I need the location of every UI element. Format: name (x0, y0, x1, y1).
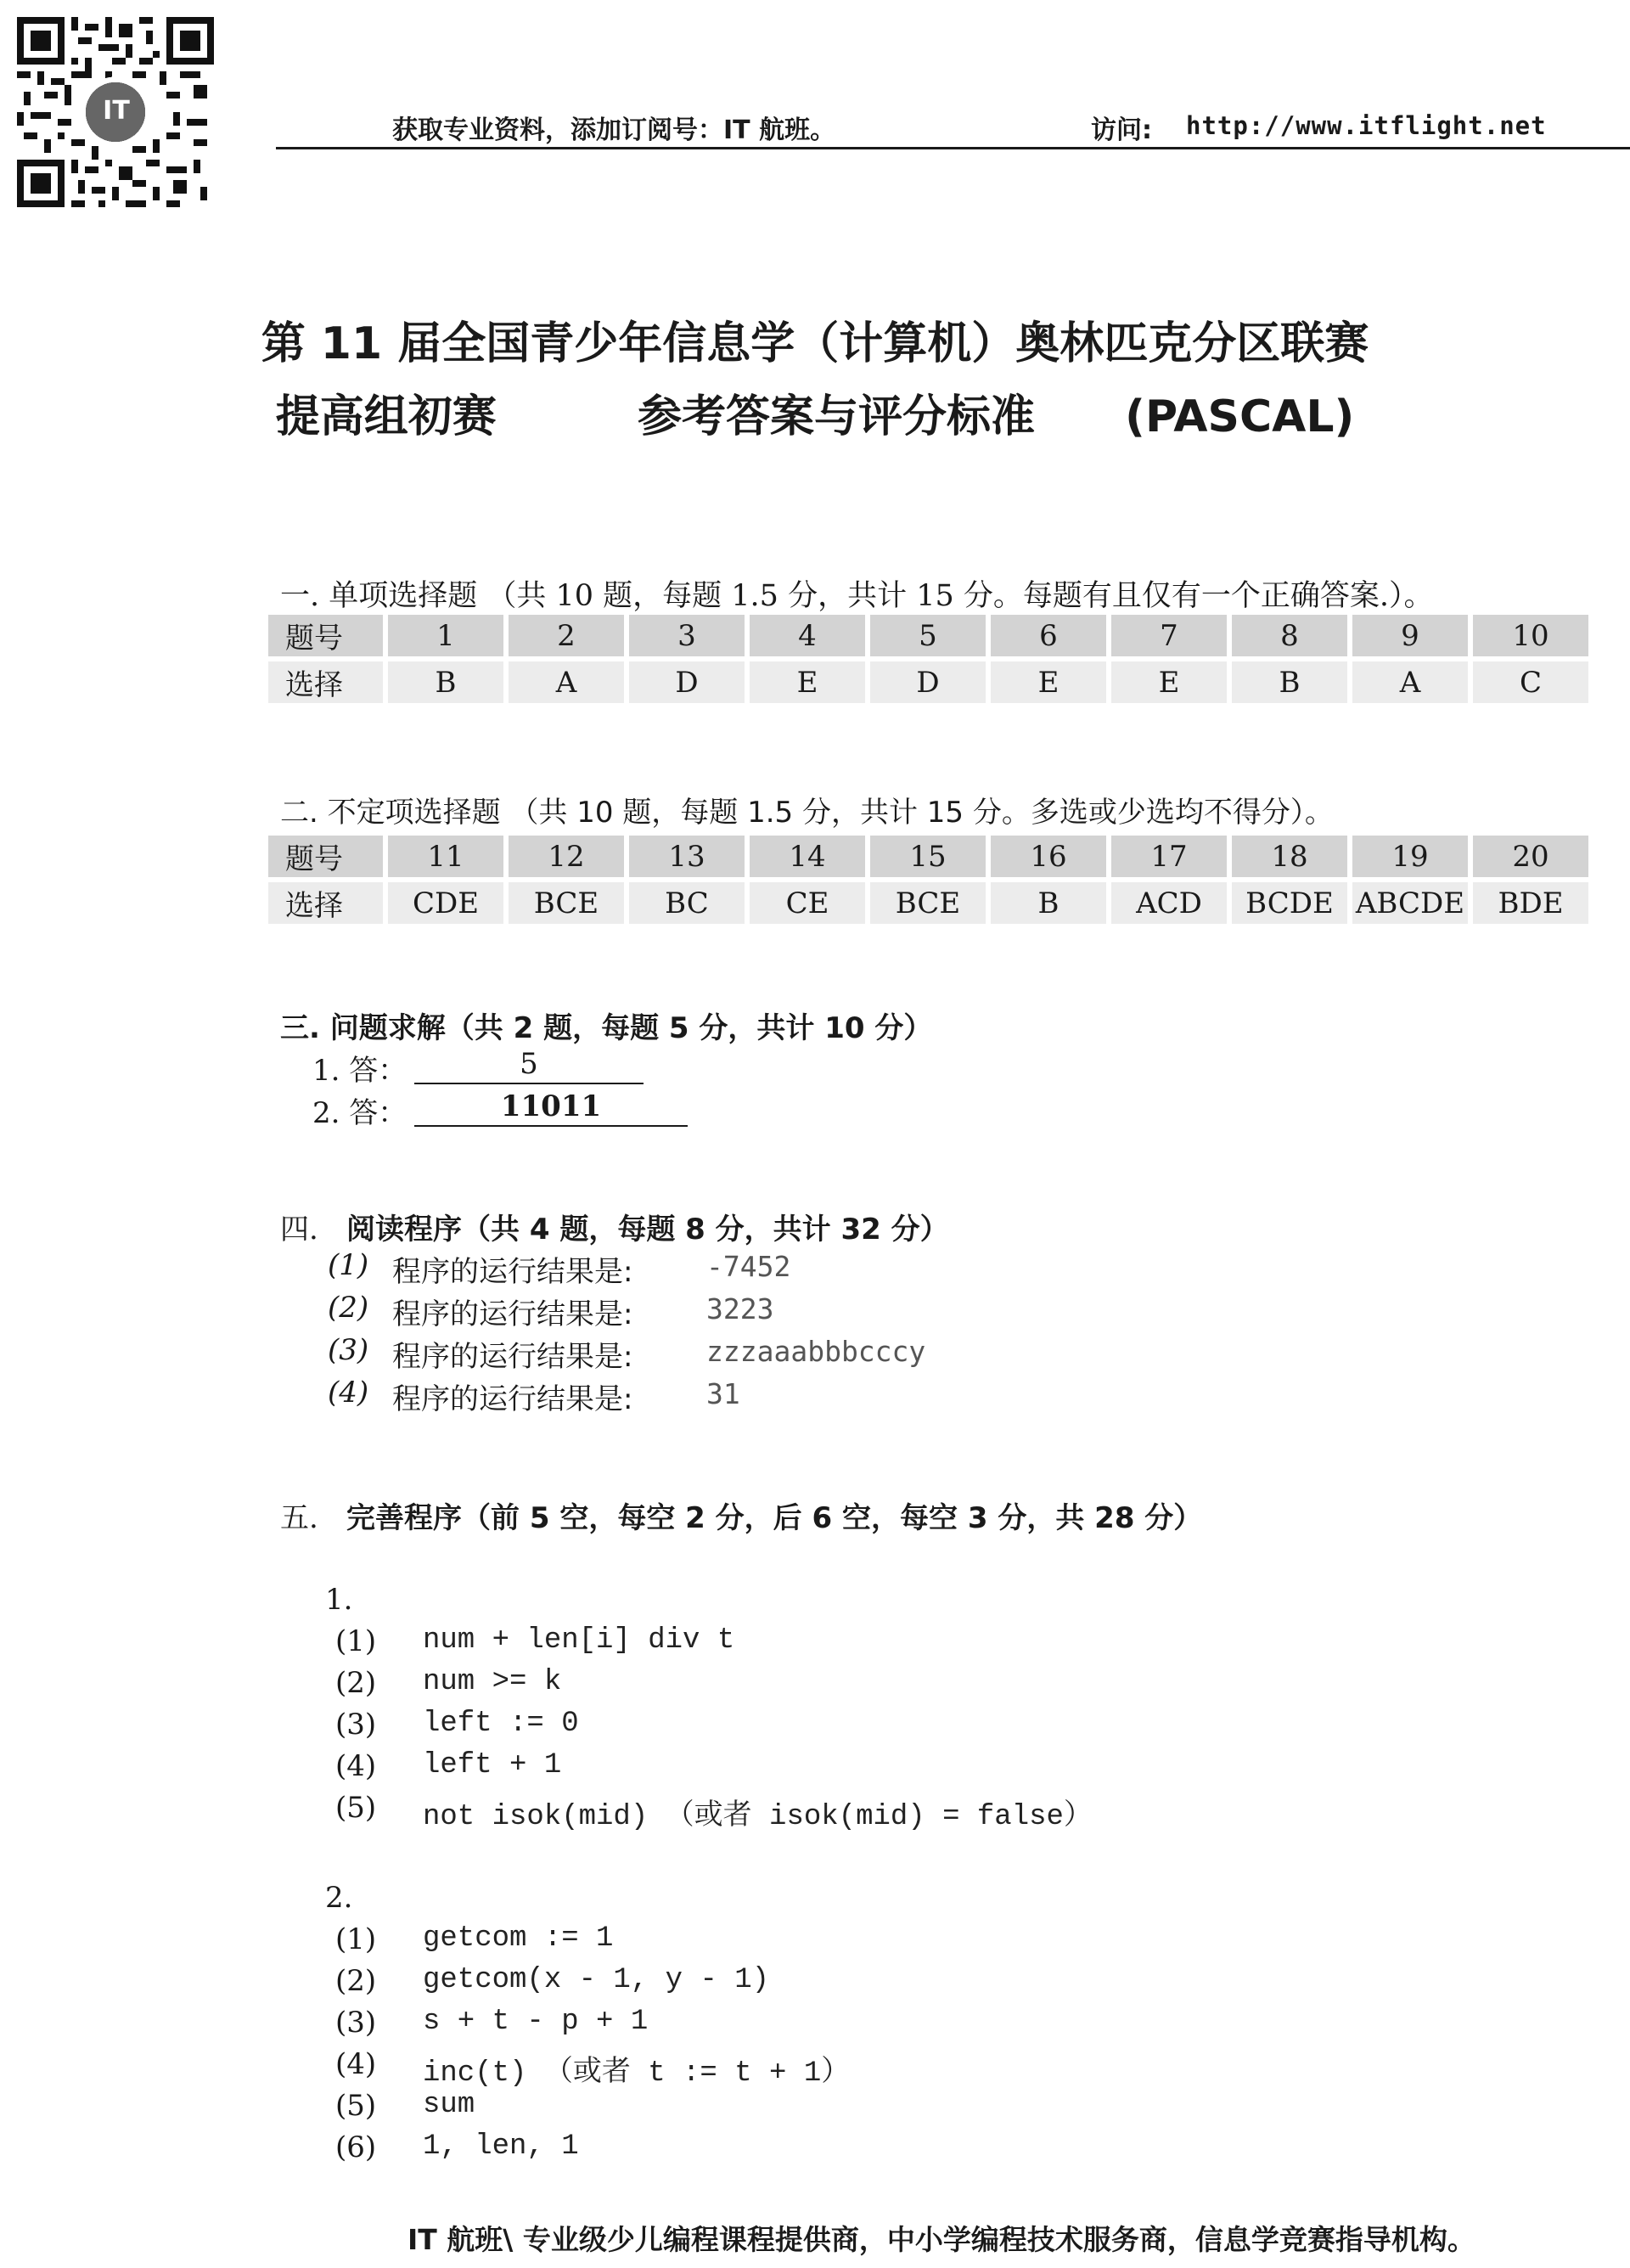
answer-cell: CE (750, 882, 865, 924)
table-row (268, 661, 1588, 703)
header-url-link[interactable]: http://www.itflight.net (1186, 111, 1547, 140)
result-item-value: 31 (706, 1377, 740, 1410)
table-row (268, 882, 1588, 924)
subtitle-group: 提高组初赛 (275, 391, 497, 442)
question-number-cell: 5 (870, 615, 986, 656)
blank-number: (4) (335, 1749, 377, 1783)
result-item-label: 程序的运行结果是: (392, 1297, 633, 1331)
section4-heading: 阅读程序（共 4 题，每题 8 分，共计 32 分） (346, 1213, 949, 1247)
row-header: 选择 (268, 661, 383, 703)
header-divider (276, 147, 1630, 149)
section4-number: 四. (280, 1213, 318, 1247)
subtitle-language: (PASCAL) (1125, 391, 1355, 442)
section2-heading: 二. 不定项选择题 （共 10 题，每题 1.5 分，共计 15 分。多选或少选均不得分）。 (280, 796, 1334, 830)
q1-answer: 5 (520, 1047, 538, 1081)
blank-number: (2) (335, 1666, 377, 1700)
result-item-number: (2) (328, 1291, 369, 1325)
result-item-label: 程序的运行结果是: (392, 1340, 633, 1374)
blank-answer-code: 1, len, 1 (423, 2130, 579, 2163)
blank-number: (3) (335, 1708, 377, 1742)
section2-answer-table (263, 830, 1593, 929)
result-item-value: 3223 (706, 1292, 774, 1325)
row-header: 选择 (268, 882, 383, 924)
part2-label: 2. (325, 1881, 353, 1915)
answer-cell: A (1352, 661, 1468, 703)
blank-answer-code: sum (423, 2089, 475, 2121)
section1-answer-table (263, 610, 1593, 708)
question-number-cell: 12 (509, 836, 624, 877)
question-number-cell: 11 (388, 836, 503, 877)
blank-answer-code: num + len[i] div t (423, 1624, 735, 1657)
answer-cell: BCDE (1232, 882, 1347, 924)
question-number-cell: 2 (509, 615, 624, 656)
answer-cell: C (1473, 661, 1588, 703)
answer-cell: ABCDE (1352, 882, 1468, 924)
answer-cell: BCE (870, 882, 986, 924)
answer-cell: B (991, 882, 1106, 924)
table-row (268, 836, 1588, 877)
section5-number: 五. (280, 1501, 318, 1535)
blank-answer-code: inc(t) （或者 t := t + 1） (423, 2057, 851, 2090)
question-number-cell: 17 (1111, 836, 1227, 877)
document-title: 第 11 届全国青少年信息学（计算机）奥林匹克分区联赛 (261, 318, 1369, 369)
header-subscribe-text: 获取专业资料，添加订阅号：IT 航班。 (392, 115, 836, 145)
section5-heading: 完善程序（前 5 空，每空 2 分，后 6 空，每空 3 分，共 28 分） (346, 1501, 1203, 1535)
answer-cell: D (870, 661, 986, 703)
question-number-cell: 18 (1232, 836, 1347, 877)
q2-answer-underline (414, 1125, 688, 1127)
question-number-cell: 3 (629, 615, 745, 656)
answer-cell: A (509, 661, 624, 703)
answer-cell: BC (629, 882, 745, 924)
result-item-number: (1) (328, 1248, 369, 1282)
question-number-cell: 6 (991, 615, 1106, 656)
blank-answer-code: left := 0 (423, 1708, 579, 1740)
qr-logo-text: IT (103, 96, 130, 126)
q1-label: 1. 答： (312, 1054, 408, 1088)
q1-answer-underline (414, 1083, 644, 1084)
q2-answer: 11011 (500, 1089, 602, 1123)
answer-cell: CDE (388, 882, 503, 924)
result-item-number: (4) (328, 1376, 369, 1410)
answer-cell: B (1232, 661, 1347, 703)
table-row (268, 615, 1588, 656)
blank-number: (6) (335, 2130, 377, 2164)
answer-cell: ACD (1111, 882, 1227, 924)
answer-cell: E (750, 661, 865, 703)
part1-label: 1. (325, 1583, 353, 1617)
question-number-cell: 15 (870, 836, 986, 877)
blank-number: (2) (335, 1964, 377, 1998)
row-header: 题号 (268, 836, 383, 877)
question-number-cell: 9 (1352, 615, 1468, 656)
blank-number: (5) (335, 1791, 377, 1825)
question-number-cell: 10 (1473, 615, 1588, 656)
subtitle-answer-key: 参考答案与评分标准 (637, 391, 1035, 442)
footer-text: IT 航班\ 专业级少儿编程课程提供商，中小学编程技术服务商，信息学竞赛指导机构。 (408, 2223, 1475, 2256)
result-item-number: (3) (328, 1333, 369, 1367)
row-header: 题号 (268, 615, 383, 656)
question-number-cell: 19 (1352, 836, 1468, 877)
question-number-cell: 1 (388, 615, 503, 656)
blank-number: (1) (335, 1922, 377, 1956)
answer-cell: D (629, 661, 745, 703)
section1-heading: 一. 单项选择题 （共 10 题，每题 1.5 分，共计 15 分。每题有且仅有一个正确答案.）。 (280, 579, 1434, 613)
blank-answer-code: not isok(mid) （或者 isok(mid) = false） (423, 1801, 1093, 1833)
question-number-cell: 14 (750, 836, 865, 877)
question-number-cell: 4 (750, 615, 865, 656)
answer-cell: E (991, 661, 1106, 703)
blank-number: (5) (335, 2089, 377, 2123)
question-number-cell: 16 (991, 836, 1106, 877)
result-item-label: 程序的运行结果是: (392, 1382, 633, 1416)
section3-heading: 三. 问题求解（共 2 题，每题 5 分，共计 10 分） (280, 1011, 933, 1045)
blank-answer-code: left + 1 (423, 1749, 562, 1781)
blank-answer-code: getcom(x - 1, y - 1) (423, 1964, 770, 1996)
result-item-value: -7452 (706, 1250, 791, 1283)
question-number-cell: 7 (1111, 615, 1227, 656)
blank-answer-code: num >= k (423, 1666, 562, 1698)
question-number-cell: 13 (629, 836, 745, 877)
blank-answer-code: getcom := 1 (423, 1922, 614, 1955)
blank-answer-code: s + t - p + 1 (423, 2006, 649, 2038)
q2-label: 2. 答： (312, 1096, 408, 1130)
answer-cell: BDE (1473, 882, 1588, 924)
answer-cell: E (1111, 661, 1227, 703)
header-visit-label: 访问: (1091, 115, 1152, 145)
answer-cell: BCE (509, 882, 624, 924)
result-item-label: 程序的运行结果是: (392, 1255, 633, 1289)
question-number-cell: 20 (1473, 836, 1588, 877)
question-number-cell: 8 (1232, 615, 1347, 656)
blank-number: (3) (335, 2006, 377, 2040)
blank-number: (1) (335, 1624, 377, 1658)
answer-cell: B (388, 661, 503, 703)
document-subtitle (0, 380, 1630, 444)
result-item-value: zzzaaabbbcccy (706, 1335, 926, 1368)
blank-number: (4) (335, 2047, 377, 2081)
